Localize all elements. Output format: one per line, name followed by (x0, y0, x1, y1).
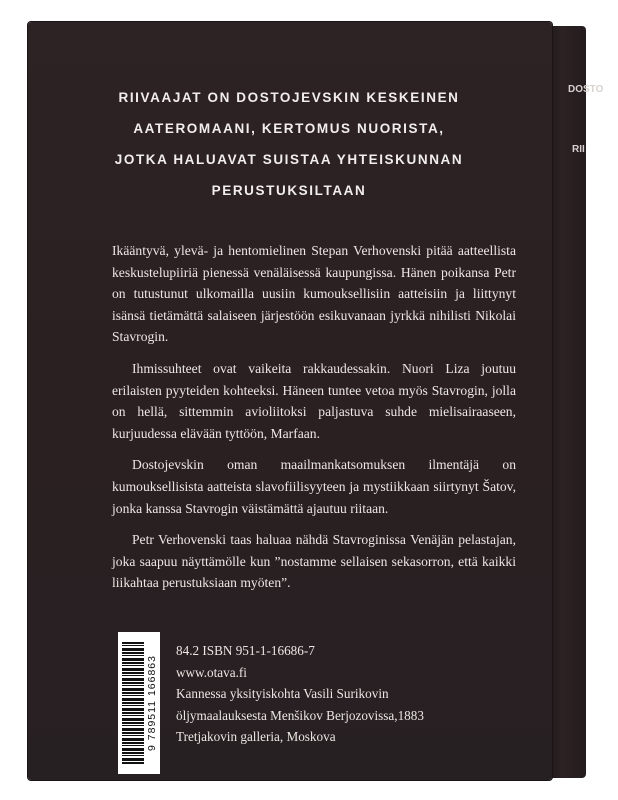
headline (28, 82, 550, 206)
publisher-url: www.otava.fi (176, 664, 247, 680)
blurb-paragraph: Ihmissuhteet ovat vaikeita rakkaudessakin. Nuori Liza joutuu erilaisten pyyteiden kohteeksi. Häneen tuntee vetoa myös Stavrogin, jolla on hellä, sittemmin avioliitoksi paljastuva suhde mielisairaaseen, kurjuudessa elävään tyttöön, Marfaan. (112, 360, 516, 441)
blurb-paragraph: Petr Verhovenski taas haluaa nähdä Stavroginissa Venäjän pelastajan, joka saapuu näyttämölle kun ”nostamme sellaisen sekasorron, että kaikki liikahtaa perustuksiaan myöten”. (112, 532, 516, 591)
spine-author: DOSTO (568, 84, 604, 95)
headline-line: RIIVAAJAT ON DOSTOJEVSKIN KESKEINEN (118, 90, 460, 105)
barcode-digits: 9 789511 166863 (146, 655, 158, 751)
blurb-paragraph: Dostojevskin oman maailmankatsomuksen ilmentäjä on kumouksellisista aatteista slavofiilisyyteen ja mystiikkaan siirtynyt Šatov, jonka kanssa Stavrogin väistämättä ajautuu riitaan. (112, 457, 516, 516)
barcode-label (118, 632, 160, 774)
cover-credit-line: öljymaalauksesta Menšikov Berjozovissa,1883 (176, 707, 424, 723)
cover-credit-line: Tretjakovin galleria, Moskova (176, 729, 336, 745)
blurb-paragraph: Ikääntyvä, ylevä- ja hentomielinen Stepan Verhovenski pitää aatteellista keskustelupiiriä pienessä venäläisessä kaupungissa. Hänen poikansa Petr on tutustunut ulkomailla uusiin kumouksellisiin aatteisiin ja liittynyt isänsä tietämättä salaiseen järjestöön esikuvanaan jyrkkä nihilisti Nikolai Stavrogin. (112, 243, 516, 345)
isbn-line: 84.2 ISBN 951-1-16686-7 (176, 643, 315, 658)
barcode-icon (122, 642, 144, 764)
publication-info (176, 640, 424, 748)
spine-title: RII (572, 144, 585, 155)
book-spine (546, 26, 604, 778)
cover-credit-line: Kannessa yksityiskohta Vasili Surikovin (176, 686, 389, 702)
barcode-number (144, 632, 160, 774)
blurb-text (112, 240, 516, 594)
headline-line: AATEROMAANI, KERTOMUS NUORISTA, (133, 121, 445, 136)
headline-line: PERUSTUKSILTAAN (211, 183, 367, 198)
headline-line: JOTKA HALUAVAT SUISTAA YHTEISKUNNAN (114, 152, 464, 167)
